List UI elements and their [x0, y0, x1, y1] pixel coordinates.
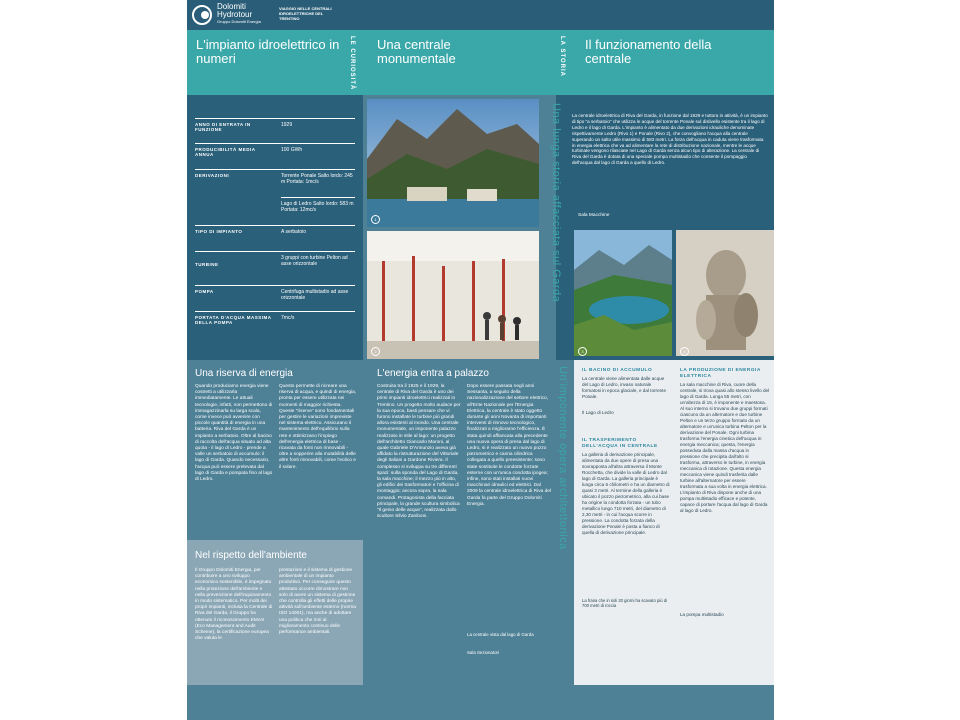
riserva-section	[187, 360, 363, 540]
heading-funzionamento: Il funzionamento della centrale	[585, 37, 712, 66]
brand-name	[217, 3, 261, 24]
heading-strip	[187, 30, 774, 95]
funzionamento-caption: Sala Macchine	[578, 213, 610, 218]
funzionamento-text: La centrale idroelettrica di Riva del Garda, in funzione dal 1929 e tuttora in attività, è un impianto di tipo "a serbatoio" che utilizza le acque del torrente Ponale sul dislivello esistente tra il lago di Ledro e il lago di Garda. L'impianto è alimentato da due derivazioni idrauliche denominate rispettivamente Ledro (Rivo 1) e Ponale (Rivo 2), che convogliano l'acqua alla centrale superando un salto utile massimo di 583 metri. La forza dell'acqua in caduta viene trasformata in energia elettrica che va ad alimentare la rete di distribuzione nazionale, mentre le acque turbinate vengono rilasciate nel Lago di Garda senza alcun tipo di alterazione. La centrale di Riva del Garda è dotata di una speciale pompa multistadio che consente il pompaggio dell'acqua dal lago di Garda a quello di Ledro.	[572, 113, 768, 166]
table-label: DERIVAZIONI	[195, 173, 230, 178]
riserva-col2: Questo permette di ricreare una riserva di acqua, e quindi di energia, pronta per essere utilizzata nei momenti di maggior richiesta. Queste "riserve" sono fondamentali per gestire le variazioni impreviste nel sistema elettrico. Assicurano il mantenimento dell'equilibrio sulla rete e ottimizzano l'impiego dell'energia elettrica di base - ricavata da fonti non rinnovabili - oltre a sopperire alla mutabilità delle altre fonti rinnovabili, come l'eolico e il solare.	[279, 384, 357, 470]
table-row	[195, 251, 355, 286]
table-row	[195, 285, 355, 312]
quote-storia: Una lunga storia affacciata sul Garda	[550, 103, 562, 303]
table-row	[195, 118, 355, 144]
table-label: PORTATA D'ACQUA MASSIMA DELLA POMPA	[195, 315, 272, 325]
table-label: POMPA	[195, 289, 214, 294]
brand-line1: Dolomiti	[217, 2, 246, 11]
lake-mountain-photo	[367, 99, 539, 227]
table-label: PRODUCIBILITÀ MEDIA ANNUA	[195, 147, 256, 157]
technical-panel	[574, 360, 774, 685]
palazzo-col1: Costruita tra il 1925 e il 1929, la centrale di Riva del Garda è uno dei primi impianti idroelettrici realizzati in Trentino. Un progetto molto audace per la sua epoca, basti pensare che vi furono installate le turbine più grandi allora esistenti al mondo. Una centrale monumentale, un imponente palazzo realizzato in stile al lago: un progetto dell'architetto Giancarlo Maroni, al quale Gabriele D'Annunzio aveva già affidato la ristrutturazione del Vittoriale degli Italiani a Gardone Riviera. Il complesso si sviluppa su tre differenti spazi: sulla sponda del Lago di Garda, la sala macchine; il mezzo più in alto, gli edifici dei trasformatori e l'officina di montaggio; ancora sopra, la sala comandi. Protagonista della facciata principale, la grande scultura simbolica "Il genio delle acque", realizzata dallo scultore Silvio Zaniboni.	[377, 384, 461, 520]
footer-bar	[187, 685, 774, 720]
ambiente-col1: Il Gruppo Dolomiti Energia, per contribuire a uno sviluppo economico sostenibile, è impegnato nella protezione dell'ambiente e nella prevenzione dell'inquinamento in modo sistematico. Per molti dei propri impianti, inclusa la Centrale di Riva del Garda, il Gruppo ha ottenuto il riconoscimento EMAS (Eco Management and Audit Scheme), la certificazione europea che valuta le	[195, 568, 273, 642]
produzione-text: La sala macchine di Riva, cuore della centrale, si trova quasi allo stesso livello del lago di Garda. Lunga 55 metri, con un'altezza di 15, è imponente e maestosa. Al suo interno si trovano due gruppi formati ciascuno da un alternatore e due turbine Pelton e un terzo gruppo formato da un alternatore e un'unica turbina Pelton per la derivazione del Ponale. Ogni turbina trasforma l'energia cinetica dell'acqua in energia meccanica; questa, l'energia posseduta dalla massa d'acqua in pressione che precipita dall'alto si trasforma, attraverso le turbine, in energia meccanica di rotazione. Questa energia meccanica viene quindi trasferita dalle turbine all'alternatore per essere trasformata a sua volta in energia elettrica. L'impianto di Riva dispone anche di una pompa multistadio efficace e potente, capace di portare l'acqua dal lago di Garda al lago di Ledro.	[680, 382, 770, 513]
heading-monumentale: Una centrale monumentale	[377, 37, 456, 66]
trasferimento-caption: La frana che in soli 20 giorni ha scavato più di 700 metri di roccia	[582, 598, 667, 608]
table-value: Torrente Ponale Salto lordo: 245 m Portata: 1mc/s	[281, 173, 353, 185]
table-value: Centrifuga multistadio ad asse orizzontale	[281, 289, 349, 301]
brochure-page	[187, 0, 774, 720]
ambiente-col2: prestazioni e il sistema di gestione ambientale di un impianto produttivo. Per conseguire questo attestato occorre dimostrare non solo di avere un sistema di gestione che controlla gli effetti delle proprie attività sull'ambiente esterno (norma ISO 14001), ma anche di adottare una politica che miri al miglioramento continuo delle performance ambientali.	[279, 568, 356, 636]
palazzo-caption-2: Sala Sezionatori	[467, 650, 499, 655]
trasferimento-text: La galleria di derivazione principale, alimentata da due opere di presa una sovrapposta all'altra attraversa il Monte Rocchetta, che divide la valle di Ledro dal lago di Garda. La galleria principale è lunga circa 6 chilometri e ha un diametro di quasi 3 metri. Al termine della galleria è ubicato il pozzo piezometrico, alla cui base ha origine la condotta forzata - un tubo metallico lungo 710 metri, del diametro di 2,30 metri - in cui l'acqua scorre in pressione. La condotta forzata della derivazione Ponale è posta a fianco di quella di derivazione principale.	[582, 452, 670, 535]
table-row	[195, 225, 355, 252]
ambiente-title: Nel rispetto dell'ambiente	[195, 550, 307, 561]
bacino-title: IL BACINO DI ACCUMULO	[582, 368, 653, 373]
funzionamento-panel	[550, 95, 774, 360]
table-value: A serbatoio	[281, 229, 307, 235]
ambiente-section	[187, 540, 363, 685]
produzione-caption: La pompa multistadio	[680, 612, 724, 617]
riserva-title: Una riserva di energia	[195, 368, 293, 379]
brand-line2: Hydrotour	[217, 10, 253, 19]
table-row	[195, 311, 355, 342]
monumental-photos	[363, 95, 556, 360]
table-row	[281, 197, 355, 226]
table-value: Lago di Ledro Salto lordo: 583 m Portata: 12mc/s	[281, 201, 354, 213]
photo-number-4: 4	[680, 347, 689, 356]
produzione-title: LA PRODUZIONE DI ENERGIA ELETTRICA	[680, 368, 761, 379]
numbers-table	[187, 95, 363, 360]
palazzo-col2: Dopo essere passata negli anni Sessanta, a seguito della nazionalizzazione del settore elettrico, all'Ente Nazionale per l'Energia Elettrica, la centrale è stato oggetto durante gli anni Novanta di importanti interventi di rinnovo tecnologico, finalizzati a migliorarne l'efficienza. È stata quindi affiancata alla precedente una nuova opera di presa dal lago di Ledro, si è realizzato un nuovo pozzo piezometrico e canna cilindrica collegata a quello preesistente; sono state sostituite le condotte forzate esterne con un'unica condotta ipogea; infine, sono stati installati nuovi macchinari idraulici ed elettrici. Dal 2009 la centrale idroelettrica di Riva del Garda fa parte del Gruppo Dolomiti Energia.	[467, 384, 551, 507]
palazzo-section	[363, 360, 556, 685]
table-row	[195, 143, 355, 170]
trasferimento-title: IL TRASFERIMENTO DELL'ACQUA IN CENTRALE	[582, 438, 658, 449]
brand-note: VIAGGIO NELLE CENTRALI IDROELETTRICHE DEL TRENTINO	[279, 6, 332, 21]
table-label: TURBINE	[195, 262, 219, 267]
bacino-caption: Il Lago di Ledro	[582, 410, 614, 415]
riserva-col1: Quando produciamo energia viene costretti a utilizzarla immediatamente. Le attuali tecnologie, infatti, non permettono di immagazzinarla su larga scala, come invece può avvenire con piccole quantità di energia in una batteria. Riva del Garda è un impianto a serbatoio. Oltre al bacino di raccolta dell'acqua situato ad alta quota - il lago di Ledro - prende a valle un serbatoio di accumulo: il lago di Garda. Quando necessario, l'acqua può essere prelevata dal lago di Garda e pompata fino al lago di Ledro.	[195, 384, 273, 483]
table-value: 100 GWh	[281, 147, 303, 153]
table-value: 3 gruppi con turbine Pelton ad asse orizzontale	[281, 255, 348, 267]
dolomiti-logo-icon	[191, 4, 213, 26]
table-label: ANNO DI ENTRATA IN FUNZIONE	[195, 122, 251, 132]
tag-curiosita: LE CURIOSITÀ	[349, 36, 355, 91]
photo-number-3: 3	[578, 347, 587, 356]
table-label: TIPO DI IMPIANTO	[195, 229, 243, 234]
palazzo-caption-1: La centrale vista dal lago di Garda	[467, 632, 534, 637]
table-value: 7mc/s	[281, 315, 295, 321]
ledro-lake-photo	[574, 230, 672, 356]
heading-impianto: L'impianto idroelettrico in numeri	[196, 37, 340, 66]
tag-storia: LA STORIA	[559, 36, 565, 78]
quote-architettonica: Un'imponente opera architettonica	[557, 366, 569, 550]
table-value: 1929	[281, 122, 293, 128]
bacino-text: La centrale viene alimentata dalle acque del Lago di Ledro, invaso naturale formatosi in epoca glaciale, e dal torrente Ponale.	[582, 376, 667, 399]
sculpture-photo	[676, 230, 774, 356]
photo-number-1: 1	[371, 215, 380, 224]
photo-number-2: 2	[371, 347, 380, 356]
quote-strip	[556, 360, 574, 685]
brand-tagline: Gruppo Dolomiti Energia	[217, 19, 261, 24]
machine-hall-photo	[367, 231, 539, 359]
palazzo-title: L'energia entra a palazzo	[377, 368, 489, 379]
top-bar	[187, 0, 774, 30]
table-row	[195, 169, 355, 198]
